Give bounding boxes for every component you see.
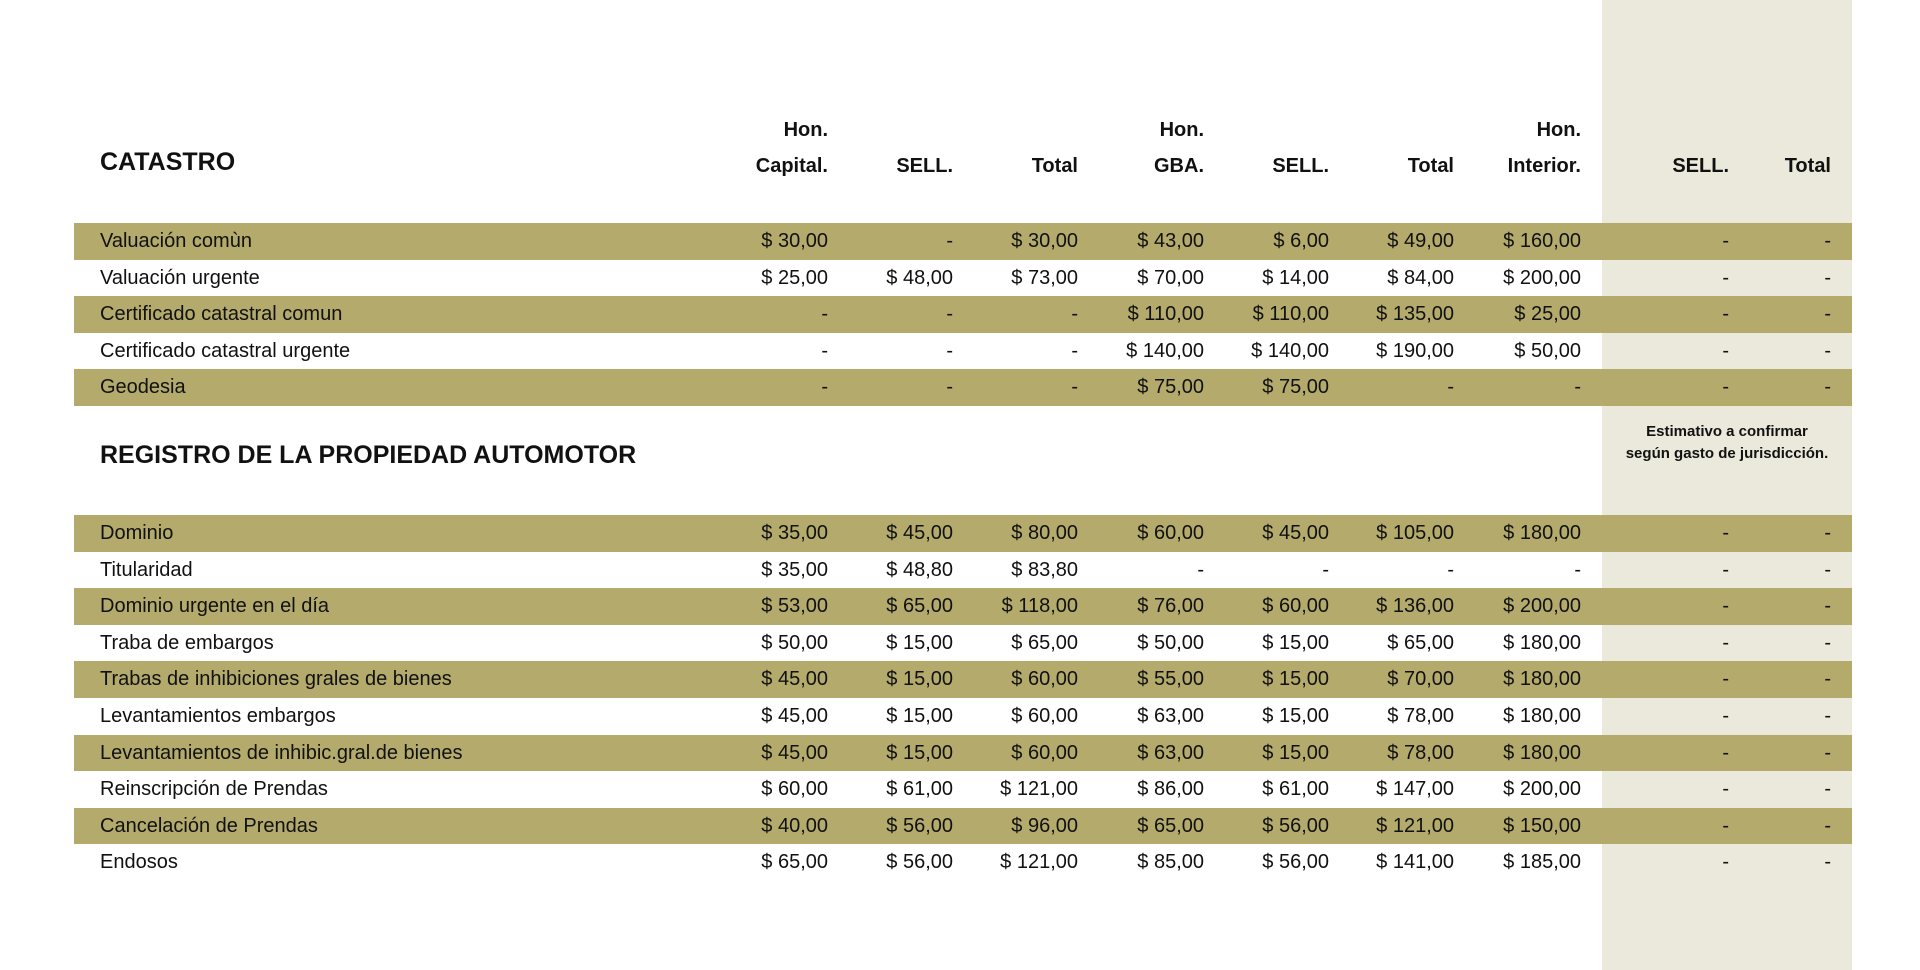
cell-value: $ 45,00 <box>886 522 953 544</box>
column-header: Total <box>1784 155 1831 177</box>
row-label: Titularidad <box>100 558 193 581</box>
row-label: Dominio urgente en el día <box>100 595 330 618</box>
cell-value: - <box>1722 814 1729 837</box>
row-label: Reinscripción de Prendas <box>100 778 328 801</box>
cell-value: - <box>1824 230 1831 252</box>
table-row <box>74 552 1852 589</box>
cell-value: $ 15,00 <box>1262 741 1329 764</box>
cell-value: $ 121,00 <box>1000 778 1078 801</box>
cell-value: $ 30,00 <box>1011 230 1078 252</box>
column-header: Total <box>1031 155 1078 177</box>
table-row <box>74 661 1852 698</box>
table-row <box>74 808 1852 845</box>
table-row <box>74 515 1852 552</box>
column-header-line1: Hon. <box>1536 119 1581 141</box>
row-label: Endosos <box>100 851 178 874</box>
cell-value: - <box>1722 851 1729 874</box>
cell-value: $ 118,00 <box>1001 595 1078 618</box>
cell-value: - <box>1824 778 1831 801</box>
cell-value: - <box>1824 303 1831 326</box>
cell-value: - <box>1447 558 1454 581</box>
row-label: Valuación comùn <box>100 230 252 252</box>
cell-value: $ 56,00 <box>886 814 953 837</box>
row-label: Cancelación de Prendas <box>100 814 318 837</box>
section-title-catastro: CATASTRO <box>100 148 236 176</box>
cell-value: - <box>821 303 828 326</box>
cell-value: $ 105,00 <box>1376 522 1454 544</box>
cell-value: $ 136,00 <box>1376 595 1454 618</box>
cell-value: $ 76,00 <box>1137 595 1204 618</box>
cell-value: $ 84,00 <box>1387 266 1454 289</box>
cell-value: - <box>1071 303 1078 326</box>
cell-value: $ 110,00 <box>1127 303 1204 326</box>
cell-value: - <box>946 376 953 399</box>
cell-value: - <box>1824 705 1831 727</box>
section-title-automotor: REGISTRO DE LA PROPIEDAD AUTOMOTOR <box>100 441 637 469</box>
cell-value: - <box>1722 558 1729 581</box>
cell-value: $ 15,00 <box>886 741 953 764</box>
cell-value: - <box>1824 558 1831 581</box>
column-header: SELL. <box>1672 155 1729 177</box>
table-row <box>74 260 1852 297</box>
cell-value: $ 65,00 <box>1011 631 1078 654</box>
cell-value: $ 56,00 <box>1262 851 1329 874</box>
cell-value: $ 65,00 <box>1387 631 1454 654</box>
cell-value: - <box>1824 522 1831 544</box>
cell-value: $ 15,00 <box>886 705 953 727</box>
cell-value: $ 25,00 <box>1514 303 1581 326</box>
cell-value: - <box>1722 668 1729 691</box>
cell-value: $ 85,00 <box>1137 851 1204 874</box>
estimate-note <box>1602 421 1852 465</box>
cell-value: $ 50,00 <box>1137 631 1204 654</box>
cell-value: $ 75,00 <box>1137 376 1204 399</box>
cell-value: $ 190,00 <box>1376 339 1454 362</box>
table-row <box>74 296 1852 333</box>
cell-value: $ 48,80 <box>886 558 953 581</box>
cell-value: $ 30,00 <box>761 230 828 252</box>
cell-value: $ 40,00 <box>761 814 828 837</box>
cell-value: - <box>1824 851 1831 874</box>
column-header: SELL. <box>896 155 953 177</box>
cell-value: $ 50,00 <box>1514 339 1581 362</box>
table-row <box>74 698 1852 735</box>
cell-value: $ 53,00 <box>761 595 828 618</box>
cell-value: $ 63,00 <box>1137 741 1204 764</box>
cell-value: $ 121,00 <box>1000 851 1078 874</box>
cell-value: - <box>821 339 828 362</box>
cell-value: - <box>1574 376 1581 399</box>
cell-value: $ 65,00 <box>886 595 953 618</box>
cell-value: $ 56,00 <box>1262 814 1329 837</box>
table-row <box>74 333 1852 370</box>
cell-value: $ 96,00 <box>1011 814 1078 837</box>
cell-value: $ 180,00 <box>1503 522 1581 544</box>
cell-value: - <box>1574 558 1581 581</box>
cell-value: $ 200,00 <box>1503 595 1581 618</box>
cell-value: $ 63,00 <box>1137 705 1204 727</box>
table-row <box>74 735 1852 772</box>
cell-value: $ 55,00 <box>1137 668 1204 691</box>
cell-value: $ 35,00 <box>761 522 828 544</box>
cell-value: - <box>1447 376 1454 399</box>
column-header: Capital. <box>755 155 828 177</box>
cell-value: $ 6,00 <box>1273 230 1329 252</box>
column-header-line1: Hon. <box>1159 119 1204 141</box>
table-row <box>74 771 1852 808</box>
cell-value: $ 78,00 <box>1387 705 1454 727</box>
cell-value: - <box>1722 741 1729 764</box>
cell-value: $ 45,00 <box>761 705 828 727</box>
cell-value: - <box>821 376 828 399</box>
cell-value: $ 45,00 <box>761 668 828 691</box>
cell-value: $ 150,00 <box>1503 814 1581 837</box>
cell-value: $ 83,80 <box>1011 558 1078 581</box>
row-label: Traba de embargos <box>100 631 274 654</box>
cell-value: $ 56,00 <box>886 851 953 874</box>
cell-value: $ 65,00 <box>1137 814 1204 837</box>
cell-value: $ 49,00 <box>1387 230 1454 252</box>
cell-value: - <box>946 339 953 362</box>
cell-value: $ 48,00 <box>886 266 953 289</box>
cell-value: $ 73,00 <box>1011 266 1078 289</box>
cell-value: - <box>1722 595 1729 618</box>
cell-value: - <box>1722 376 1729 399</box>
cell-value: $ 43,00 <box>1137 230 1204 252</box>
table-row <box>74 625 1852 662</box>
row-label: Trabas de inhibiciones grales de bienes <box>100 668 452 691</box>
column-header: Interior. <box>1507 155 1581 177</box>
cell-value: - <box>1722 631 1729 654</box>
cell-value: $ 45,00 <box>761 741 828 764</box>
cell-value: - <box>1722 230 1729 252</box>
cell-value: $ 147,00 <box>1376 778 1454 801</box>
cell-value: $ 75,00 <box>1262 376 1329 399</box>
row-label: Levantamientos embargos <box>100 705 336 727</box>
cell-value: - <box>946 303 953 326</box>
cell-value: $ 65,00 <box>761 851 828 874</box>
cell-value: - <box>1824 741 1831 764</box>
cell-value: $ 15,00 <box>1262 631 1329 654</box>
cell-value: - <box>1722 303 1729 326</box>
cell-value: $ 200,00 <box>1503 778 1581 801</box>
cell-value: - <box>1722 705 1729 727</box>
cell-value: - <box>1071 339 1078 362</box>
cell-value: $ 60,00 <box>761 778 828 801</box>
column-header: Total <box>1407 155 1454 177</box>
cell-value: $ 25,00 <box>761 266 828 289</box>
cell-value: $ 140,00 <box>1251 339 1329 362</box>
cell-value: $ 60,00 <box>1262 595 1329 618</box>
cell-value: $ 61,00 <box>1262 778 1329 801</box>
cell-value: - <box>1824 814 1831 837</box>
cell-value: - <box>1722 522 1729 544</box>
cell-value: - <box>1071 376 1078 399</box>
cell-value: $ 78,00 <box>1387 741 1454 764</box>
cell-value: $ 121,00 <box>1376 814 1454 837</box>
cell-value: $ 15,00 <box>1262 668 1329 691</box>
cell-value: - <box>946 230 953 252</box>
cell-value: $ 15,00 <box>1262 705 1329 727</box>
cell-value: $ 160,00 <box>1503 230 1581 252</box>
cell-value: $ 140,00 <box>1126 339 1204 362</box>
cell-value: $ 60,00 <box>1137 522 1204 544</box>
cell-value: $ 180,00 <box>1503 705 1581 727</box>
estimate-note-line1: Estimativo a confirmar <box>1646 423 1808 440</box>
cell-value: - <box>1722 339 1729 362</box>
row-label: Certificado catastral urgente <box>100 339 351 362</box>
cell-value: - <box>1824 376 1831 399</box>
cell-value: $ 80,00 <box>1011 522 1078 544</box>
row-label: Dominio <box>100 522 174 544</box>
cell-value: - <box>1824 595 1831 618</box>
cell-value: $ 60,00 <box>1011 705 1078 727</box>
cell-value: $ 86,00 <box>1137 778 1204 801</box>
row-label: Valuación urgente <box>100 266 260 289</box>
cell-value: $ 45,00 <box>1262 522 1329 544</box>
cell-value: $ 15,00 <box>886 668 953 691</box>
column-header: SELL. <box>1272 155 1329 177</box>
row-label: Certificado catastral comun <box>100 303 343 326</box>
cell-value: $ 180,00 <box>1503 668 1581 691</box>
row-label: Geodesia <box>100 376 186 399</box>
table-row <box>74 588 1852 625</box>
cell-value: $ 185,00 <box>1503 851 1581 874</box>
cell-value: $ 50,00 <box>761 631 828 654</box>
estimate-note-line2: según gasto de jurisdicción. <box>1625 445 1829 462</box>
column-header-line1: Hon. <box>783 119 828 141</box>
cell-value: - <box>1322 558 1329 581</box>
cell-value: $ 180,00 <box>1503 741 1581 764</box>
cell-value: - <box>1824 339 1831 362</box>
cell-value: $ 61,00 <box>886 778 953 801</box>
cell-value: $ 70,00 <box>1387 668 1454 691</box>
cell-value: $ 35,00 <box>761 558 828 581</box>
cell-value: - <box>1824 668 1831 691</box>
cell-value: $ 110,00 <box>1252 303 1329 326</box>
cell-value: $ 141,00 <box>1376 851 1454 874</box>
cell-value: $ 60,00 <box>1011 668 1078 691</box>
cell-value: - <box>1197 558 1204 581</box>
row-label: Levantamientos de inhibic.gral.de bienes <box>100 741 463 764</box>
column-header: GBA. <box>1154 155 1204 177</box>
cell-value: $ 180,00 <box>1503 631 1581 654</box>
cell-value: $ 60,00 <box>1011 741 1078 764</box>
table-row <box>74 369 1852 406</box>
cell-value: - <box>1722 266 1729 289</box>
cell-value: - <box>1824 631 1831 654</box>
cell-value: - <box>1722 778 1729 801</box>
cell-value: $ 15,00 <box>886 631 953 654</box>
table-row <box>74 223 1852 260</box>
cell-value: $ 70,00 <box>1137 266 1204 289</box>
cell-value: $ 200,00 <box>1503 266 1581 289</box>
table-row <box>74 844 1852 881</box>
cell-value: $ 14,00 <box>1262 266 1329 289</box>
cell-value: $ 135,00 <box>1376 303 1454 326</box>
cell-value: - <box>1824 266 1831 289</box>
